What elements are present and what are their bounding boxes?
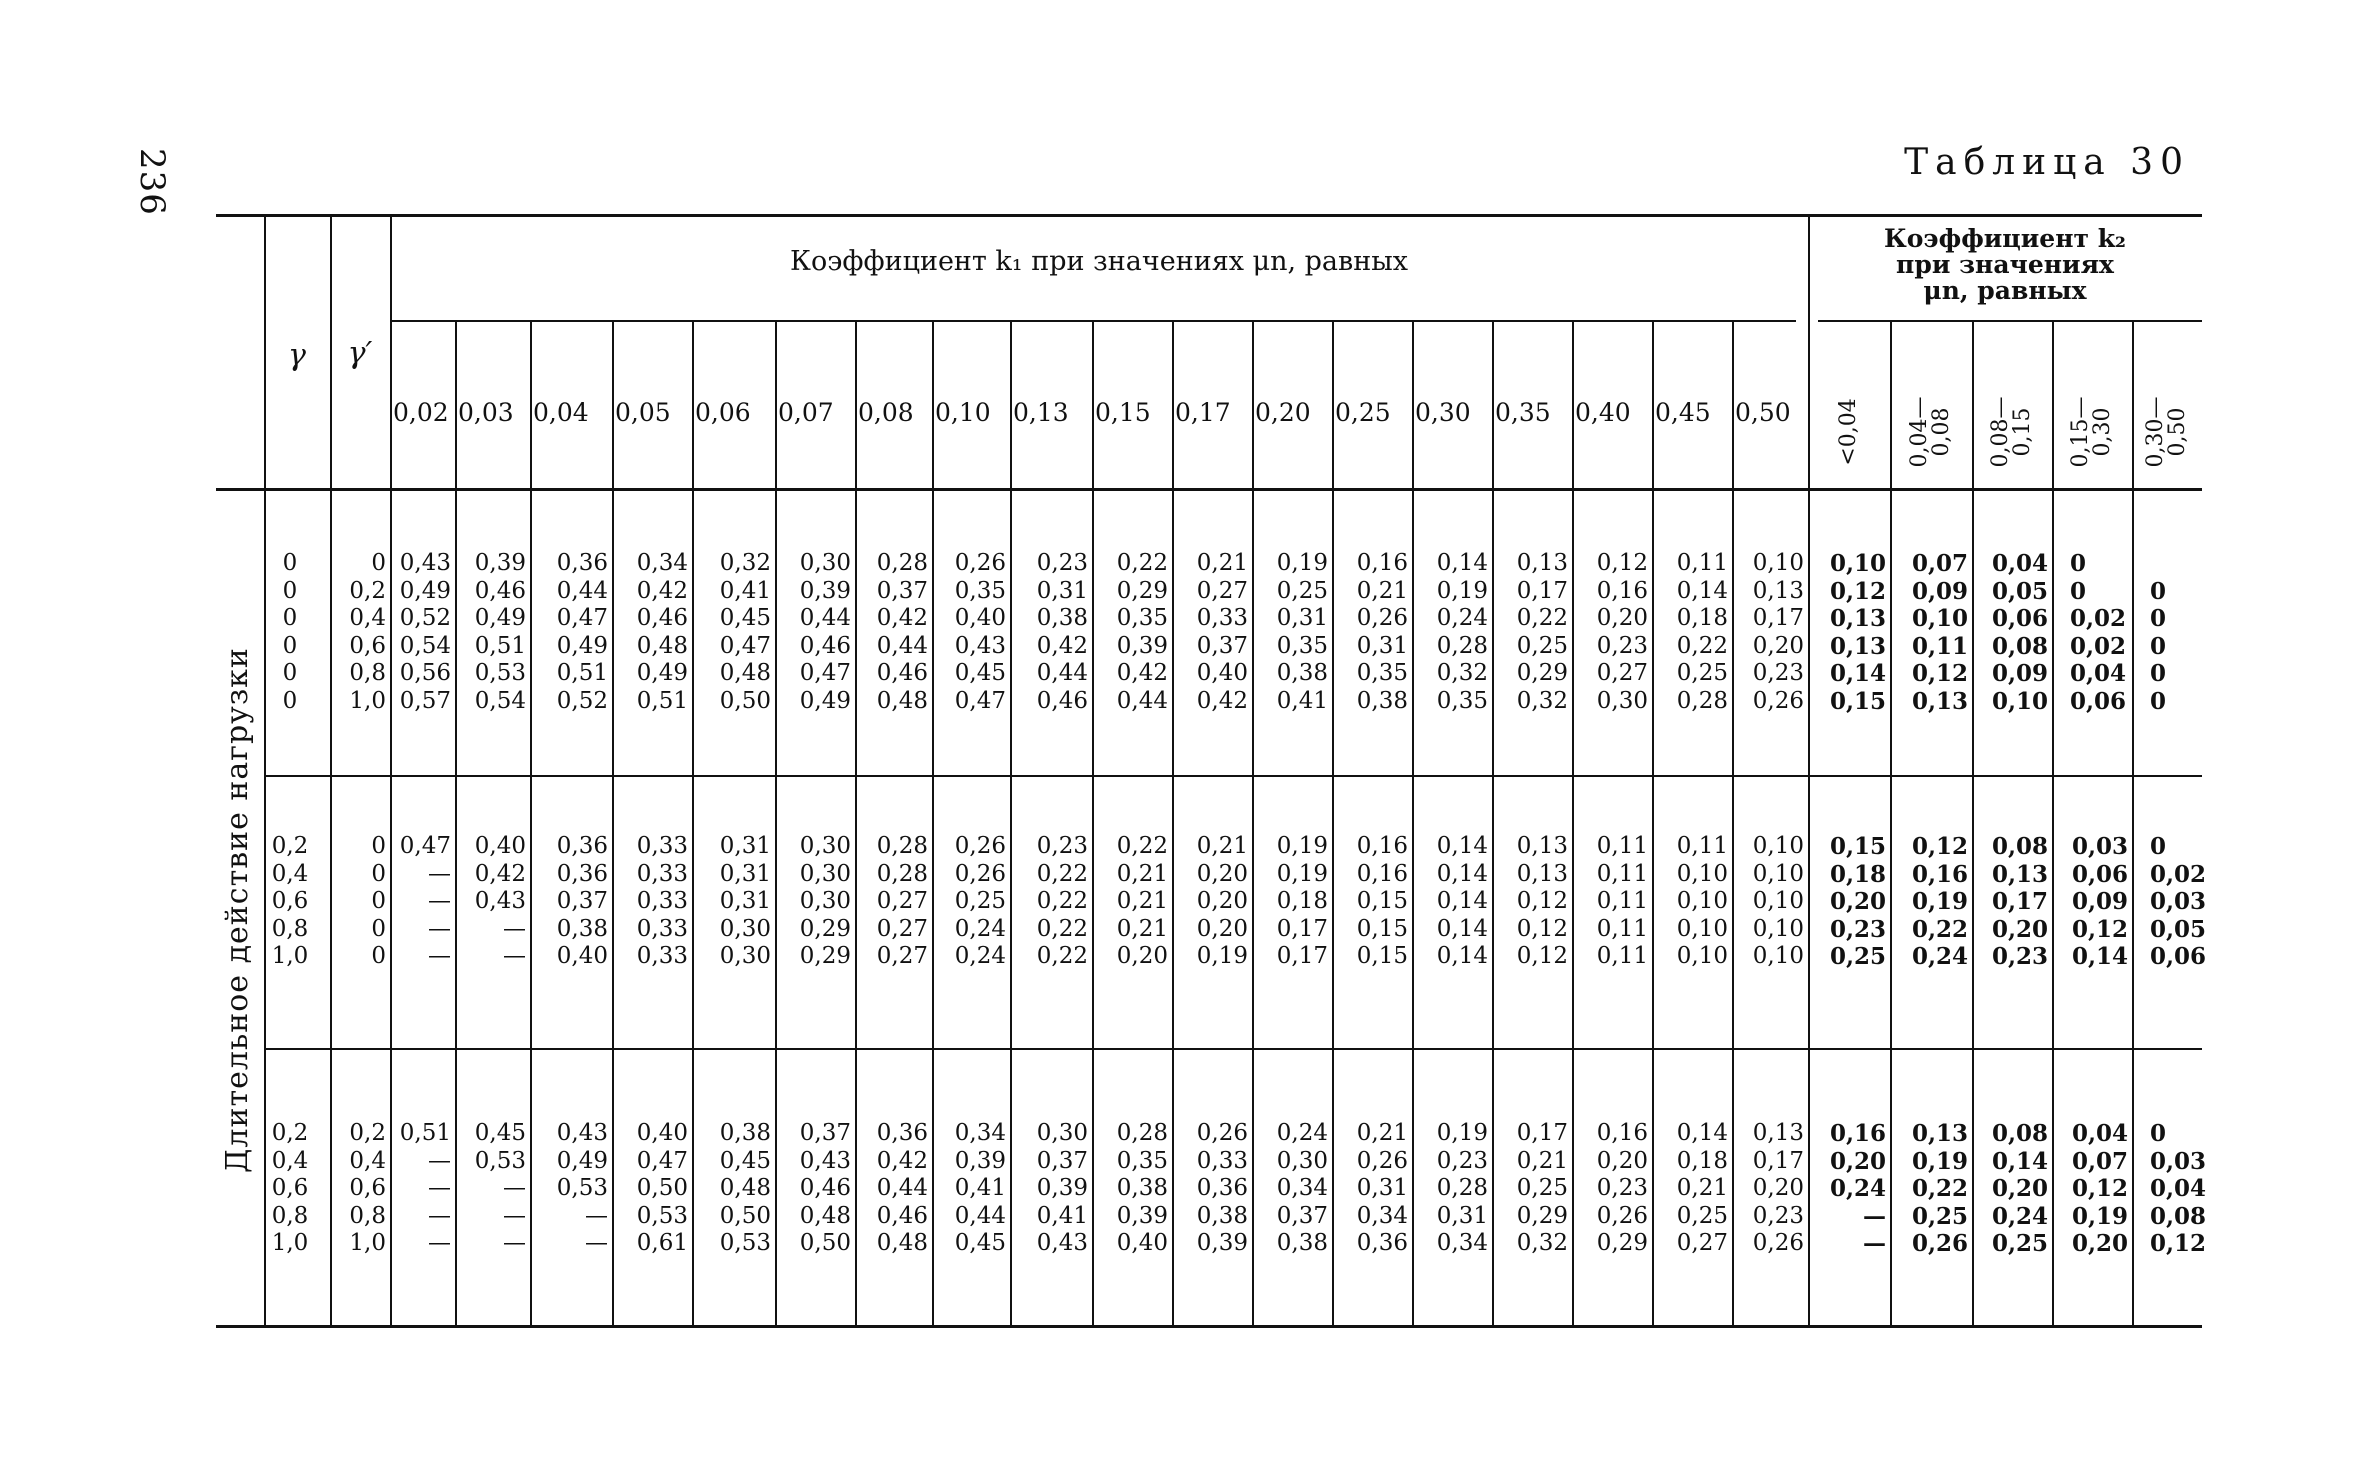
k1-values: 0,31 0,31 0,31 0,30 0,30	[719, 833, 771, 969]
k1-values: 0,19 0,23 0,28 0,31 0,34	[1436, 1120, 1488, 1256]
k1-values: 0,28 0,28 0,27 0,27 0,27	[876, 833, 928, 969]
k1-values: 0,11 0,10 0,10 0,10 0,10	[1676, 833, 1728, 969]
k1-values: 0,45 0,53 — — —	[474, 1120, 526, 1256]
k1-values: 0,12 0,16 0,20 0,23 0,27 0,30	[1596, 550, 1648, 714]
k1-values: 0,36 0,42 0,44 0,46 0,48	[876, 1120, 928, 1256]
k2-column-header: 0,15— 0,30	[2068, 396, 2115, 468]
k1-values: 0,39 0,46 0,49 0,51 0,53 0,54	[474, 550, 526, 714]
k2-column-header: 0,04— 0,08	[1907, 396, 1954, 468]
gamma-header: γ	[288, 338, 306, 373]
k1-values: 0,32 0,41 0,45 0,47 0,48 0,50	[719, 550, 771, 714]
k2-values: 0,08 0,14 0,20 0,24 0,25	[1991, 1120, 2048, 1257]
k1-values: 0,21 0,26 0,31 0,34 0,36	[1356, 1120, 1408, 1256]
k2-column-header: 0,08— 0,15	[1988, 396, 2035, 468]
k1-column-header: 0,10	[935, 398, 991, 427]
k1-values: 0,36 0,36 0,37 0,38 0,40	[556, 833, 608, 969]
gamma-prime-values: 0 0,2 0,4 0,6 0,8 1,0	[349, 550, 386, 714]
k2-values: 0,04 0,05 0,06 0,08 0,09 0,10	[1991, 550, 2048, 715]
k2-header-line: при значениях	[1896, 250, 2114, 279]
k1-values: 0,24 0,30 0,34 0,37 0,38	[1276, 1120, 1328, 1256]
k1-values: 0,23 0,31 0,38 0,42 0,44 0,46	[1036, 550, 1088, 714]
k1-values: 0,40 0,47 0,50 0,53 0,61	[636, 1120, 688, 1256]
k1-values: 0,37 0,43 0,46 0,48 0,50	[799, 1120, 851, 1256]
k2-column-header: 0,30— 0,50	[2143, 396, 2190, 468]
k2-values: 0,13 0,19 0,22 0,25 0,26	[1911, 1120, 1968, 1257]
table-top-rule	[216, 214, 2202, 217]
k1-column-header: 0,45	[1655, 398, 1711, 427]
k1-values: 0,26 0,35 0,40 0,43 0,45 0,47	[954, 550, 1006, 714]
k1-column-header: 0,20	[1255, 398, 1311, 427]
k1-column-header: 0,03	[458, 398, 514, 427]
table-title: Таблица 30	[1904, 142, 2190, 183]
k1-values: 0,17 0,21 0,25 0,29 0,32	[1516, 1120, 1568, 1256]
group-separator-rule	[264, 775, 2202, 777]
k1-values: 0,22 0,29 0,35 0,39 0,42 0,44	[1116, 550, 1168, 714]
k1-column-header: 0,06	[695, 398, 751, 427]
k2-values: 0,16 0,20 0,24 — —	[1829, 1120, 1886, 1257]
k1-values: 0,14 0,18 0,21 0,25 0,27	[1676, 1120, 1728, 1256]
k1-values: 0,11 0,11 0,11 0,11 0,11	[1596, 833, 1648, 969]
k1-values: 0,30 0,37 0,39 0,41 0,43	[1036, 1120, 1088, 1256]
k1-values: 0,28 0,35 0,38 0,39 0,40	[1116, 1120, 1168, 1256]
k1-values: 0,23 0,22 0,22 0,22 0,22	[1036, 833, 1088, 969]
k1-values: 0,26 0,33 0,36 0,38 0,39	[1196, 1120, 1248, 1256]
k1-column-header: 0,17	[1175, 398, 1231, 427]
k1-column-header: 0,08	[858, 398, 914, 427]
k1-values: 0,43 0,49 0,52 0,54 0,56 0,57	[399, 550, 451, 714]
k2-values: 0,07 0,09 0,10 0,11 0,12 0,13	[1911, 550, 1968, 715]
page-number: 236	[132, 148, 172, 216]
gamma-values: 0 0 0 0 0 0	[282, 550, 298, 714]
k1-column-header: 0,13	[1013, 398, 1069, 427]
k1-values: 0,40 0,42 0,43 — —	[474, 833, 526, 969]
k1-column-header: 0,35	[1495, 398, 1551, 427]
k1-values: 0,13 0,13 0,12 0,12 0,12	[1516, 833, 1568, 969]
gamma-prime-header: γ′	[347, 336, 373, 371]
k1-values: 0,47 — — — —	[399, 833, 451, 969]
k1-column-header: 0,02	[393, 398, 449, 427]
k1-column-header: 0,05	[615, 398, 671, 427]
k2-values: 0 0,02 0,03 0,05 0,06	[2150, 833, 2207, 970]
k1-values: 0,30 0,30 0,30 0,29 0,29	[799, 833, 851, 969]
k1-values: 0,38 0,45 0,48 0,50 0,53	[719, 1120, 771, 1256]
k1-header: Коэффициент k₁ при значениях μn, равных	[790, 246, 1408, 277]
k2-values: 0,15 0,18 0,20 0,23 0,25	[1829, 833, 1886, 970]
k1-values: 0,43 0,49 0,53 — —	[556, 1120, 608, 1256]
k2-header-line: Коэффициент k₂	[1884, 224, 2126, 253]
k1-column-header: 0,04	[533, 398, 589, 427]
k2-header-line: μn, равных	[1923, 276, 2087, 305]
k1-values: 0,19 0,19 0,18 0,17 0,17	[1276, 833, 1328, 969]
k1-column-header: 0,07	[778, 398, 834, 427]
k1-values: 0,34 0,42 0,46 0,48 0,49 0,51	[636, 550, 688, 714]
gamma-prime-values: 0,2 0,4 0,6 0,8 1,0	[349, 1120, 386, 1256]
k1-values: 0,21 0,27 0,33 0,37 0,40 0,42	[1196, 550, 1248, 714]
k1-column-header: 0,15	[1095, 398, 1151, 427]
k1-values: 0,16 0,21 0,26 0,31 0,35 0,38	[1356, 550, 1408, 714]
k1-values: 0,16 0,16 0,15 0,15 0,15	[1356, 833, 1408, 969]
k1-values: 0,30 0,39 0,44 0,46 0,47 0,49	[799, 550, 851, 714]
k1-values: 0,34 0,39 0,41 0,44 0,45	[954, 1120, 1006, 1256]
k1-column-header: 0,50	[1735, 398, 1791, 427]
k1-values: 0,26 0,26 0,25 0,24 0,24	[954, 833, 1006, 969]
k1-values: 0,10 0,10 0,10 0,10 0,10	[1752, 833, 1804, 969]
k1-values: 0,10 0,13 0,17 0,20 0,23 0,26	[1752, 550, 1804, 714]
gamma-values: 0,2 0,4 0,6 0,8 1,0	[271, 833, 309, 969]
k2-values: 0 0,03 0,04 0,08 0,12	[2150, 1120, 2207, 1257]
group-separator-rule	[264, 1048, 2202, 1050]
gamma-values: 0,2 0,4 0,6 0,8 1,0	[271, 1120, 309, 1256]
k1-values: 0,13 0,17 0,20 0,23 0,26	[1752, 1120, 1804, 1256]
k1-values: 0,36 0,44 0,47 0,49 0,51 0,52	[556, 550, 608, 714]
side-label: Длительное действие нагрузки	[220, 647, 255, 1173]
k2-values: 0,12 0,16 0,19 0,22 0,24	[1911, 833, 1968, 970]
k1-values: 0,33 0,33 0,33 0,33 0,33	[636, 833, 688, 969]
k1-values: 0,14 0,14 0,14 0,14 0,14	[1436, 833, 1488, 969]
k2-values: 0,10 0,12 0,13 0,13 0,14 0,15	[1829, 550, 1886, 715]
k1-values: 0,22 0,21 0,21 0,21 0,20	[1116, 833, 1168, 969]
k1-column-header: 0,30	[1415, 398, 1471, 427]
k2-values: 0,03 0,06 0,09 0,12 0,14	[2071, 833, 2128, 970]
k1-values: 0,21 0,20 0,20 0,20 0,19	[1196, 833, 1248, 969]
k2-values: 0,08 0,13 0,17 0,20 0,23	[1991, 833, 2048, 970]
k1-values: 0,19 0,25 0,31 0,35 0,38 0,41	[1276, 550, 1328, 714]
k2-values: 0,04 0,07 0,12 0,19 0,20	[2071, 1120, 2128, 1257]
k1-column-header: 0,25	[1335, 398, 1391, 427]
k2-column-header: <0,04	[1836, 398, 1861, 466]
k1-column-header: 0,40	[1575, 398, 1631, 427]
gamma-prime-values: 0 0 0 0 0	[371, 833, 386, 969]
k1-values: 0,51 — — — —	[399, 1120, 451, 1256]
k1-values: 0,14 0,19 0,24 0,28 0,32 0,35	[1436, 550, 1488, 714]
k1-values: 0,28 0,37 0,42 0,44 0,46 0,48	[876, 550, 928, 714]
k1-values: 0,16 0,20 0,23 0,26 0,29	[1596, 1120, 1648, 1256]
k2-subheader-rule	[1818, 320, 2202, 322]
k2-values: 0 0 0 0 0	[2150, 577, 2167, 715]
k1-values: 0,13 0,17 0,22 0,25 0,29 0,32	[1516, 550, 1568, 714]
table-bottom-rule	[216, 1325, 2202, 1328]
k2-values: 0 0 0,02 0,02 0,04 0,06	[2070, 550, 2127, 715]
k1-values: 0,11 0,14 0,18 0,22 0,25 0,28	[1676, 550, 1728, 714]
